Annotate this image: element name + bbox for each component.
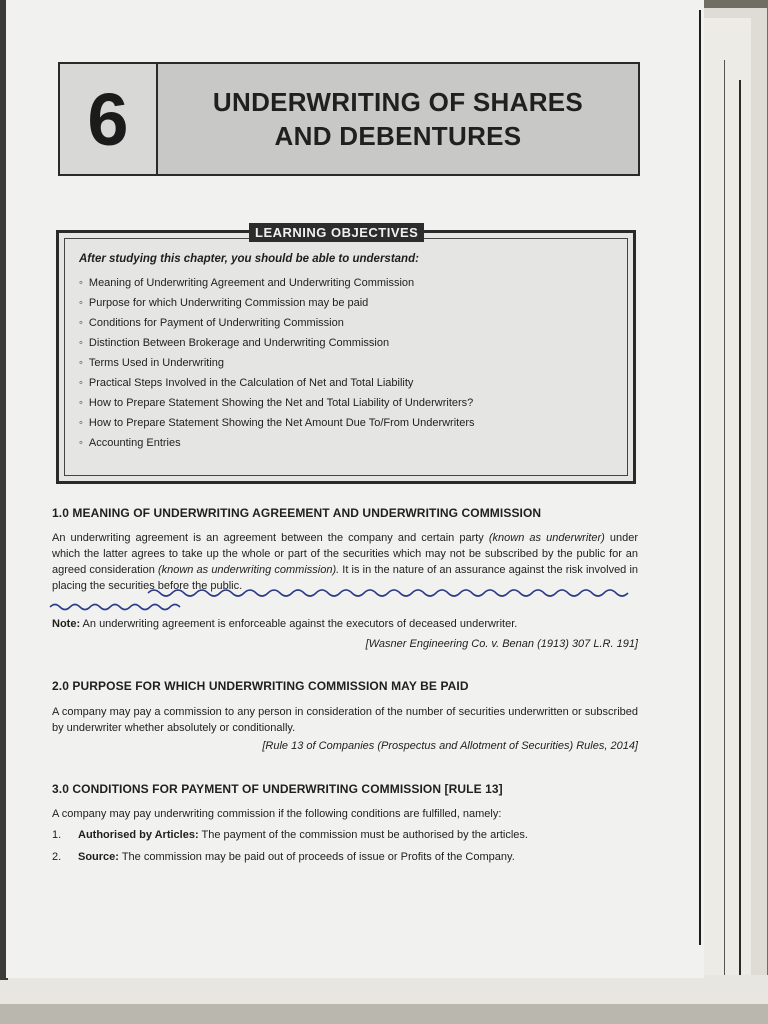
objective-item: ◦ How to Prepare Statement Showing the Net and Total Liability of Underwriters?: [79, 393, 475, 413]
objective-item: ◦ Conditions for Payment of Underwriting Commission: [79, 313, 475, 333]
chapter-header: [58, 62, 640, 176]
learning-objectives-list: [79, 273, 475, 453]
learning-objectives-box: [56, 225, 636, 484]
chapter-title: [158, 64, 638, 174]
section-3-heading: 3.0 CONDITIONS FOR PAYMENT OF UNDERWRITING COMMISSION [RULE 13]: [52, 782, 503, 796]
objective-item: ◦ Practical Steps Involved in the Calculation of Net and Total Liability: [79, 373, 475, 393]
condition-text: The commission may be paid out of proceeds of issue or Profits of the Company.: [118, 851, 515, 863]
section-1-note: [52, 616, 638, 632]
learning-objectives-intro: After studying this chapter, you should be able to understand:: [79, 253, 419, 265]
section-1-citation: [Wasner Engineering Co. v. Benan (1913) 307 L.R. 191]: [365, 638, 638, 650]
page-right-rule: [699, 10, 701, 945]
objective-item: ◦ Accounting Entries: [79, 433, 475, 453]
condition-number: 1.: [52, 829, 62, 841]
book-page: [6, 0, 704, 978]
section-1-text-italic-a: (known as underwriter): [483, 532, 605, 544]
note-text: An underwriting agreement is enforceable against the executors of deceased underwriter.: [80, 618, 518, 630]
section-1-text-c: It is in the nature of an assurance against the risk involved in placing the securities before the public.: [52, 564, 639, 592]
section-1-text-italic-b: (known as underwriting commission).: [154, 564, 340, 576]
chapter-title-line2: AND DEBENTURES: [274, 121, 522, 151]
section-3-intro: A company may pay underwriting commission if the following conditions are fulfilled, namely:: [52, 808, 502, 820]
page-bottom-shadow: [0, 1004, 768, 1024]
stack-edge-line-thin: [724, 60, 725, 990]
condition-item: [52, 827, 642, 843]
condition-item: [52, 849, 642, 865]
section-1-text-a: An underwriting agreement is an agreement between the company and certain party: [52, 532, 484, 544]
learning-objectives-badge: LEARNING OBJECTIVES: [249, 223, 424, 242]
section-1-heading: 1.0 MEANING OF UNDERWRITING AGREEMENT AND UNDERWRITING COMMISSION: [52, 506, 542, 520]
section-2-citation: [Rule 13 of Companies (Prospectus and Allotment of Securities) Rules, 2014]: [262, 740, 638, 752]
section-2-heading: 2.0 PURPOSE FOR WHICH UNDERWRITING COMMISSION MAY BE PAID: [52, 679, 469, 693]
section-2-paragraph: A company may pay a commission to any person in consideration of the number of securities underwritten or subscribed by underwriter whether absolutely or conditionally.: [52, 706, 638, 734]
objective-item: ◦ How to Prepare Statement Showing the Net Amount Due To/From Underwriters: [79, 413, 475, 433]
condition-label: Authorised by Articles:: [78, 829, 199, 841]
note-label: Note:: [52, 618, 81, 630]
condition-number: 2.: [52, 851, 62, 863]
chapter-title-line1: UNDERWRITING OF SHARES: [212, 87, 584, 117]
section-1-text-b: under which the latter agrees to take up the whole or part of the securities which may not be subscribed by the public for an agreed consideration: [52, 532, 638, 576]
chapter-number: 6: [60, 64, 158, 174]
handwritten-underline: [48, 585, 648, 611]
condition-text: The payment of the commission must be authorised by the articles.: [198, 829, 528, 841]
objective-item: ◦ Meaning of Underwriting Agreement and Underwriting Commission: [79, 273, 475, 293]
condition-label: Source:: [78, 851, 119, 863]
stack-edge-line: [739, 80, 741, 1000]
objective-item: ◦ Purpose for which Underwriting Commission may be paid: [79, 293, 475, 313]
objective-item: ◦ Terms Used in Underwriting: [79, 353, 475, 373]
objective-item: ◦ Distinction Between Brokerage and Underwriting Commission: [79, 333, 475, 353]
